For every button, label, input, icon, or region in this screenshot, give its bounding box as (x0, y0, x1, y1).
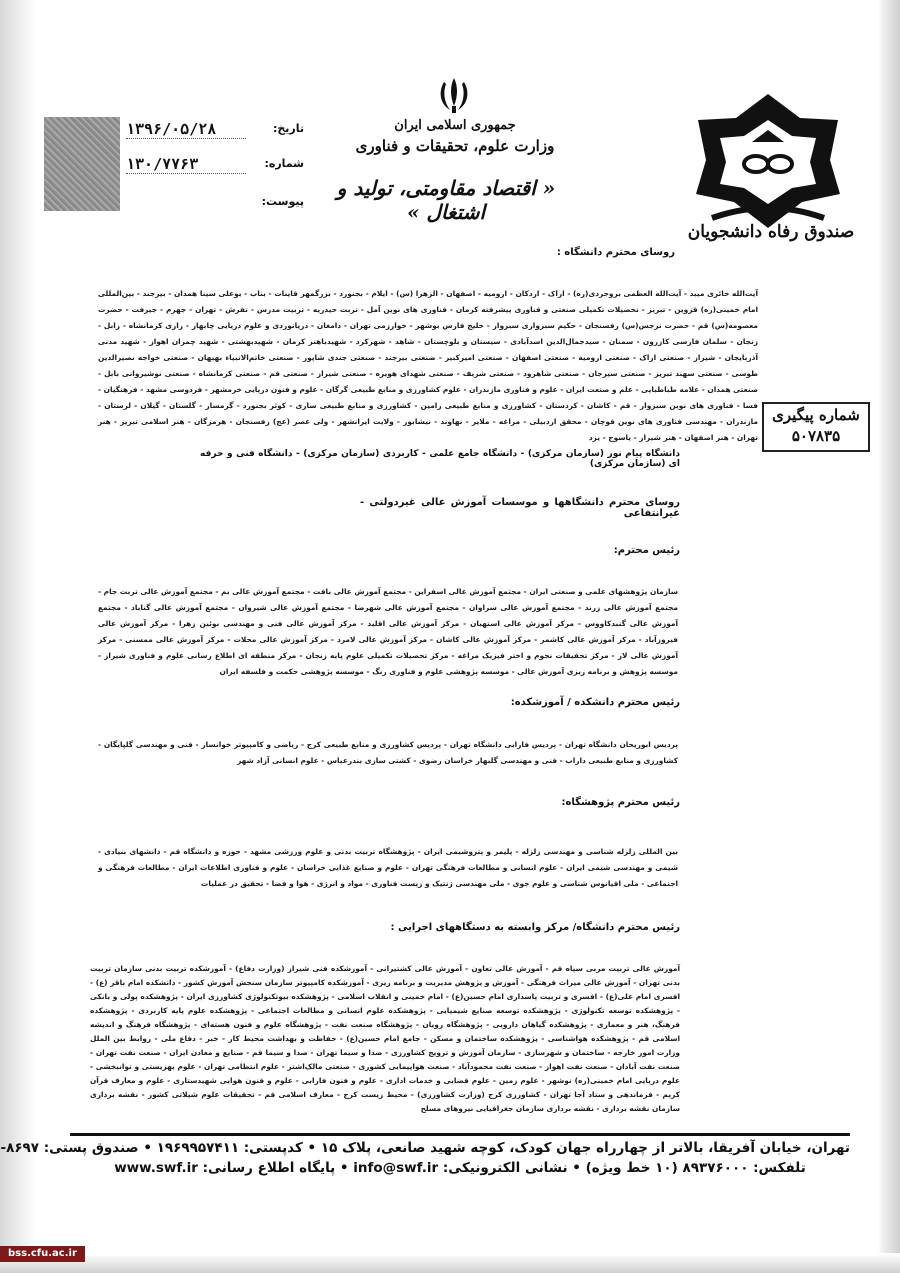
section-text-chief: سازمان پژوهشهای علمی و صنعتی ایران - مجتمع آموزش عالی اسفراین - مجتمع آموزش عالی بافت - مجتمع آموزش عالی بم - مجتمع آموزش عالی تربت جام - مجتمع آموزش عالی زرند - مجتمع آموزش عالی سراوان - مجتمع آموزش عالی شهرضا - مجتمع آموزش عالی شیروان - مجتمع آموزش عالی گناباد - مجتمع آموزش عالی گنبدکاووس - مرکز آموزش عالی استهبان - مرکز آموزش عالی اقلید - مرکز آموزش عالی فنی و مهندسی بوئین زهرا - مرکز آموزش عالی فیروزآباد - مرکز آموزش عالی کاشمر - مرکز آموزش عالی کاشان - مرکز آموزش عالی لامرد - مرکز آموزش عالی محلات - مرکز آموزش عالی ممسنی - مرکز آموزش عالی لار - مرکز تحقیقات نجوم و اختر فیزیک مراغه - مرکز تحصیلات تکمیلی علوم پایه زنجان - مرکز منطقه ای اطلاع رسانی علوم و فناوری شیراز - موسسه پژوهش و برنامه ریزی آموزش عالی - موسسه پژوهشی علوم و فناوری رنگ - موسسه پژوهشی حکمت و فلسفه ایران (98, 587, 678, 676)
attachment-label: پیوست: (261, 195, 304, 208)
source-watermark: bss.cfu.ac.ir (0, 1246, 85, 1262)
scan-shadow-left (0, 0, 36, 1273)
letterhead-titles (340, 116, 570, 157)
scan-shadow-bottom (0, 1253, 900, 1273)
tracking-label: شماره پیگیری (772, 406, 860, 424)
fund-logo-icon (692, 90, 844, 240)
tracking-box (762, 402, 870, 452)
section-text-research: بین المللی زلزله شناسی و مهندسی زلزله - پلیمر و پتروشیمی ایران - پژوهشگاه تربیت بدنی و علوم ورزشی مشهد - حوزه و دانشگاه قم - دانشهای بنیادی - شیمی و مهندسی شیمی ایران - علوم انسانی و مطالعات فرهنگی تهران - علوم و صنایع غذایی خراسان - علوم و فناوری اطلاعات ایران - مطالعات فرهنگی و اجتماعی - ملی اقیانوس شناسی و علوم جوی - ملی مهندسی ژنتیک و زیست فناوری - مواد و انرژی - هوا و فضا - تحقیق در عملیات (98, 847, 678, 888)
footer-address: تهران، خیابان آفریقا، بالاتر از چهارراه جهان کودک، کوچه شهید صانعی، پلاک ۱۵ • کدپستی: ۱۹۶۹۹۵۷۴۱۱ • صندوق پستی: ۸۶۹۷- (0, 1140, 850, 1156)
section-head-research: رئیس محترم پژوهشگاه: (561, 797, 680, 808)
section-text-universities: آیت‌الله حائری میبد - آیت‌الله العظمی بروجردی(ره) - اراک - اردکان - ارومیه - اصفهان - الزهرا (س) - ایلام - بجنورد - بزرگمهر قاینات - بناب - بوعلی سینا همدان - بیرجند - بین‌المللی امام خمینی(ره) قزوین - تبریز - تحصیلات تکمیلی صنعتی و فناوری پیشرفته کرمان - فناوری های نوین آمل - تربت حیدریه - تربیت مدرس - تفرش - تهران - جهرم - جیرفت - حضرت معصومه(س) قم - حضرت نرجس(س) رفسنجان - حکیم سبزواری سبزوار - خلیج فارس بوشهر - خوارزمی تهران - دامغان - دریانوردی و علوم دریایی چابهار - رازی کرمانشاه - زابل - زنجان - سلمان فارسی کازرون - سمنان - سیدجمال‌الدین اسدآبادی - سیستان و بلوچستان - شاهد - شهرکرد - شهیدباهنر کرمان - شهیدبهشتی - شهید چمران اهواز - شهید مدنی آذربایجان - شیراز - صنعتی اراک - صنعتی ارومیه - صنعتی اصفهان - صنعتی امیرکبیر - صنعتی بیرجند - صنعتی جندی شاپور - صنعتی خاتم‌الانبیاء بهبهان - صنعتی خواجه نصیرالدین طوسی - صنعتی سهند تبریز - صنعتی سیرجان - صنعتی شاهرود - صنعتی شریف - صنعتی شهدای هویزه - صنعتی شیراز - صنعتی قم - صنعتی کرمانشاه - صنعتی نوشیروانی بابل - صنعتی همدان - علامه طباطبایی - علم و صنعت ایران - علوم و فناوری مازندران - علوم کشاورزی و منابع طبیعی گرگان - علوم و فنون دریایی خرمشهر - فردوسی مشهد - فرهنگیان - فسا - فناوری های نوین سبزوار - قم - کاشان - کردستان - کشاورزی و منابع طبیعی رامین - کشاورزی و منابع طبیعی ساری - کوثر بجنورد - گرمسار - گلستان - گیلان - لرستان - مازندران - مهندسی فناوری های نوین قوچان - محقق اردبیلی - مراغه - ملایر - نهاوند - نیشابور - ولایت ایرانشهر - ولی عصر (عج) رفسنجان - هرمزگان - هنر اسلامی تبریز - هنر تهران - هنر اصفهان - هنر شیراز - یاسوج - یزد (98, 289, 758, 442)
footer-divider (70, 1133, 850, 1136)
attachment-row (124, 193, 304, 213)
section-head-nongov: روسای محترم دانشگاهها و موسسات آموزش عالی غیردولتی - غیرانتفاعی (360, 497, 680, 519)
ministry-title: وزارت علوم، تحقیقات و فناوری (355, 137, 555, 155)
date-row (124, 120, 304, 140)
date-value: ۱۳۹۶/۰۵/۲۸ (126, 120, 246, 139)
section-text-college: پردیس ابوریحان دانشگاه تهران - پردیس فارابی دانشگاه تهران - پردیس کشاورزی و منابع طبیعی کرج - ریاضی و کامپیوتر خوانسار - فنی و مهندسی گلپایگان - کشاورزی و منابع طبیعی داراب - فنی و مهندسی گلبهار خراسان رضوی - کشتی سازی بندرعباس - علوم انسانی آزاد شهر (98, 740, 678, 765)
slogan: « اقتصاد مقاومتی، تولید و اشتغال » (336, 176, 556, 224)
redacted-stamp (44, 117, 120, 211)
number-label: شماره: (264, 157, 304, 170)
iran-emblem-icon (436, 76, 472, 114)
scan-shadow-right (878, 0, 900, 1273)
number-row (124, 155, 304, 175)
section-head-executive: رئیس محترم دانشگاه/ مرکز وابسته به دستگاههای اجرایی : (390, 922, 680, 933)
section-head-universities: روسای محترم دانشگاه : (556, 247, 675, 258)
section-head-chief: رئیس محترم: (613, 545, 680, 556)
footer-contact: تلفکس: ۸۹۳۷۶۰۰۰ (۱۰ خط ویژه) • نشانی الکترونیکی: info@swf.ir • پایگاه اطلاع رسانی: www.swf.ir (114, 1160, 806, 1176)
tracking-number: ۵۰۷۸۳۵ (791, 427, 841, 445)
republic-title: جمهوری اسلامی ایران (394, 118, 516, 133)
section-text-executive: آموزش عالی تربیت مربی سپاه قم - آموزش عالی تعاون - آموزش عالی کشتیرانی - آموزشکده فنی شیراز (وزارت دفاع) - آموزشکده تربیت بدنی سازمان تربیت بدنی تهران - آموزش عالی میراث فرهنگی - آموزش و پژوهش مدیریت و برنامه ریزی - آموزشکده کامپیوتر سازمان سنجش آموزش کشور - دانشکده امام باقر (ع) - افسری امام علی(ع) - افسری و تربیت پاسداری امام حسین(ع) - امام خمینی و انقلاب اسلامی - پژوهشکده بیوتکنولوژی کشاورزی ایران - پژوهشکده پولی و بانکی - پژوهشکده توسعه تکنولوژی - پژوهشکده توسعه صنایع شیمیایی - پژوهشکده علوم انسانی و مطالعات اجتماعی - پژوهشکده علوم پایه کاربردی - پژوهشکده فرهنگ، هنر و معماری - پژوهشکده گیاهان دارویی - پژوهشگاه رویان - پژوهشگاه صنعت نفت - پژوهشگاه علوم و فنون هسته‌ای - پژوهشگاه فرهنگ و اندیشه اسلامی قم - پژوهشکده هواشناسی - پژوهشکده ساختمان و مسکن - جامع امام حسین(ع) - حفاظت و بهداشت محیط کار - خبر - دفاع ملی - روابط بین الملل وزارت امور خارجه - ساختمان و شهرسازی - سازمان آموزش و ترویج کشاورزی - صدا و سیما تهران - صدا و سیما قم - صنایع و معادن ایران - صنعت نفت تهران - صنعت نفت آبادان - صنعت نفت اهواز - صنعت نفت محمودآباد - صنعت هواپیمایی کشوری - صنعتی مالک‌اشتر - علوم انتظامی تهران - علوم بهزیستی و توانبخشی - علوم دریایی امام خمینی(ره) نوشهر - علوم زمین - علوم قضایی و خدمات اداری - علوم و فنون فارابی - علوم و فنون هوایی شهیدستاری - علوم و معارف قرآن کریم - فرماندهی و ستاد آجا تهران - کشاورزی کرج (وزارت کشاورزی) - محیط زیست کرج - معارف اسلامی قم - تحقیقات علوم شیلاتی کشور - نقشه برداری سازمان نقشه برداری - نقشه برداری سازمان جغرافیایی نیروهای مسلح (90, 964, 680, 1113)
fund-name: صندوق رفاه دانشجویان (687, 222, 855, 242)
number-value: ۱۳۰/۷۷۶۳ (126, 155, 246, 174)
section-head-central-orgs: دانشگاه پیام نور (سازمان مرکزی) - دانشگاه جامع علمی - کاربردی (سازمان مرکزی) - دانشگاه فنی و حرفه ای (سازمان مرکزی) (200, 449, 680, 469)
date-label: تاریخ: (272, 122, 304, 135)
section-head-college: رئیس محترم دانشکده / آموزشکده: (510, 697, 680, 708)
